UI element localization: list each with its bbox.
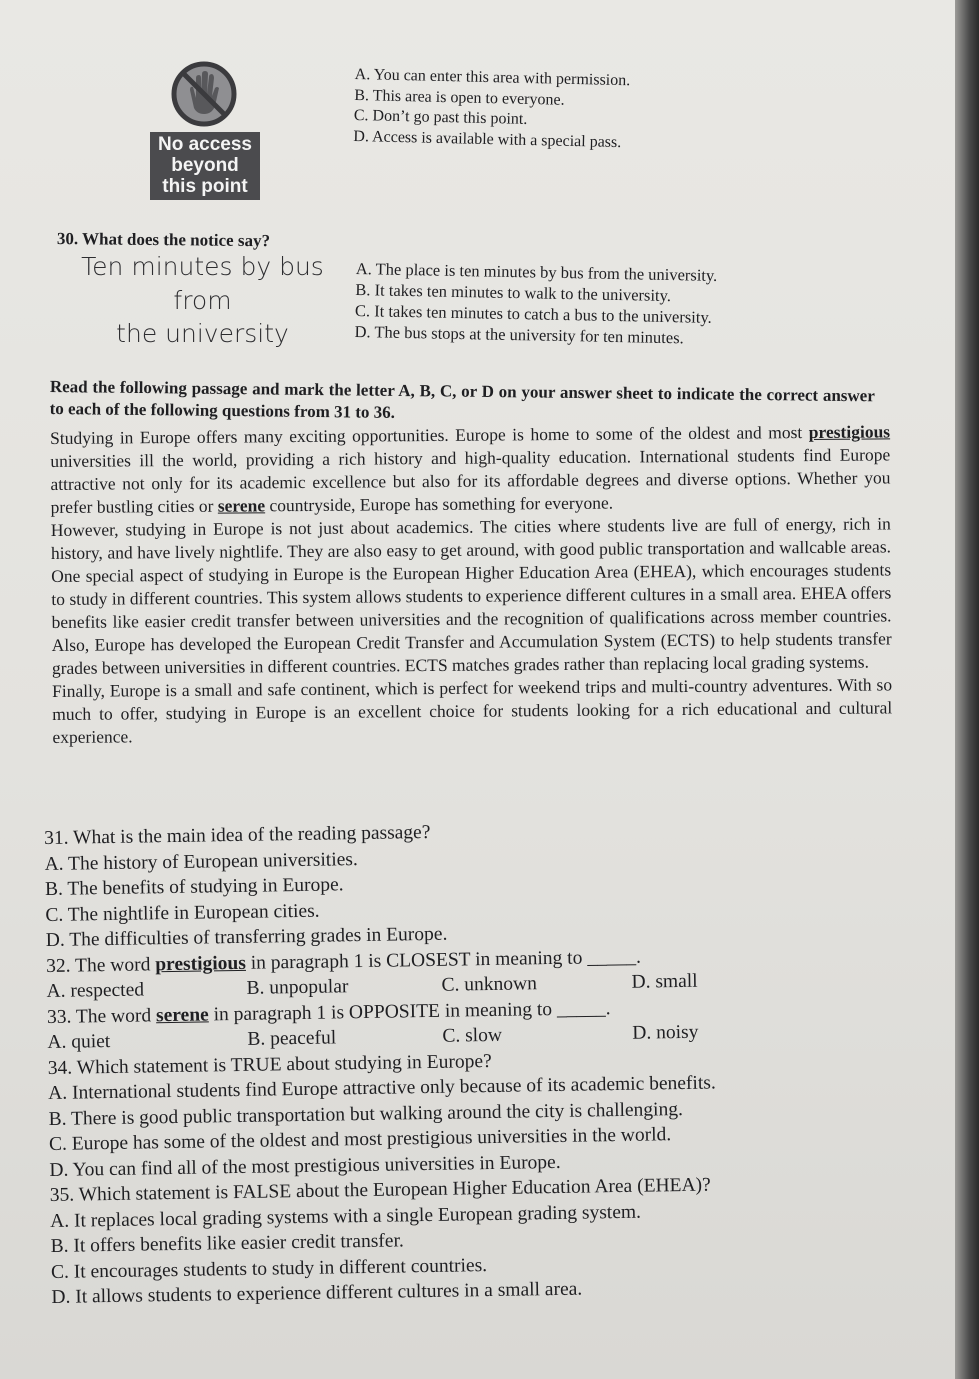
- word-prestigious: prestigious: [808, 421, 891, 443]
- q29-option-a[interactable]: A. You can enter this area with permission.: [354, 65, 631, 90]
- q35-option-c[interactable]: C. It encourages students to study in different countries.: [50, 1254, 488, 1283]
- q33-option-c[interactable]: C. slow: [442, 1024, 503, 1047]
- p1-text: Studying in Europe offers many exciting opportunities. Europe is home to some of the oldest and most: [50, 422, 803, 448]
- page-edge-shadow: [955, 0, 979, 1379]
- q35-option-d[interactable]: D. It allows students to experience different cultures in a small area.: [51, 1278, 583, 1308]
- sign-line: beyond: [171, 155, 239, 176]
- q31-option-b[interactable]: B. The benefits of studying in Europe.: [44, 874, 344, 900]
- q30-option-c[interactable]: C. It takes ten minutes to catch a bus to the university.: [354, 300, 712, 327]
- sign-line: this point: [162, 176, 248, 197]
- q32-option-c[interactable]: C. unknown: [441, 973, 538, 996]
- paragraph-1: [50, 420, 891, 519]
- q31-option-d[interactable]: D. The difficulties of transferring grades in Europe.: [45, 923, 448, 951]
- q34-question: 34. Which statement is TRUE about studying in Europe?: [47, 1050, 492, 1079]
- q34-option-a[interactable]: A. International students find Europe attractive only because of its academic benefits.: [48, 1072, 716, 1104]
- sign-line: No access: [157, 134, 252, 155]
- q30-option-d[interactable]: D. The bus stops at the university for ten minutes.: [354, 321, 684, 348]
- q29-option-b[interactable]: B. This area is open to everyone.: [354, 86, 565, 109]
- p1-text: countryside, Europe has something for everyone.: [269, 492, 614, 516]
- q35-option-b[interactable]: B. It offers benefits like easier credit transfer.: [50, 1230, 404, 1257]
- q32-option-d[interactable]: D. small: [631, 970, 698, 993]
- q33-option-a[interactable]: A. quiet: [47, 1030, 111, 1053]
- bus-notice: [60, 250, 345, 351]
- q35-option-a[interactable]: A. It replaces local grading systems with a single European grading system.: [50, 1201, 642, 1232]
- q34-option-d[interactable]: D. You can find all of the most prestigious universities in Europe.: [49, 1151, 561, 1181]
- q33-word: serene: [155, 1003, 209, 1026]
- q33-text: 33. The word: [46, 1004, 152, 1028]
- q32-option-b[interactable]: B. unpopular: [246, 976, 349, 999]
- sign-text: [150, 132, 260, 200]
- q31-option-a[interactable]: A. The history of European universities.: [44, 848, 358, 875]
- questions-block: [44, 812, 932, 1310]
- no-access-sign: [150, 60, 260, 200]
- instruction-text: Read the following passage and mark the letter A, B, C, or D on your answer sheet to indicate the correct answer to each of the following questions from 31 to 36.: [49, 376, 875, 422]
- no-entry-hand-icon: [168, 60, 240, 128]
- q33-text: in paragraph 1 is OPPOSITE in meaning to _____.: [213, 997, 611, 1025]
- q29-option-c[interactable]: C. Don’t go past this point.: [353, 106, 528, 128]
- q30-option-a[interactable]: A. The place is ten minutes by bus from the university.: [355, 258, 718, 285]
- q31-option-c[interactable]: C. The nightlife in European cities.: [45, 900, 320, 926]
- q32-text: in paragraph 1 is CLOSEST in meaning to _____.: [250, 946, 642, 974]
- paragraph-3: Finally, Europe is a small and safe continent, which is perfect for weekend trips and multi-country adventures. With so much to offer, studying in Europe is an excellent choice for students looking for a rich educational and cultural experience.: [51, 674, 893, 747]
- notice-line: the university: [116, 319, 289, 348]
- q29-option-d[interactable]: D. Access is available with a special pass.: [353, 127, 622, 151]
- q32-word: prestigious: [155, 952, 247, 975]
- q32-option-a[interactable]: A. respected: [46, 979, 145, 1002]
- q30-options: [354, 258, 717, 349]
- q30-option-b[interactable]: B. It takes ten minutes to walk to the university.: [355, 279, 672, 306]
- q33-option-d[interactable]: D. noisy: [632, 1021, 699, 1044]
- word-serene: serene: [217, 495, 266, 516]
- paragraph-2: However, studying in Europe is not just about academics. The cities where students live are full of energy, rich in history, and have lively nightlife. They are also easy to get around, with good public transportation and wallcable areas. One special aspect of studying in Europe is the European Higher Education Area (EHEA), which encourages students to study in different countries. This system allows students to experience different cultures in a small area. EHEA offers benefits like easier credit transfer between universities and the recognition of qualifications across member countries. Also, Europe has developed the European Credit Transfer and Accumulation System (ECTS) to help students transfer grades between universities in different countries. ECTS matches grades rather than replacing local grading systems.: [50, 513, 892, 678]
- p1-text: universities ill the world, providing a rich history and high-quality education. International students find Europe attractive not only for its academic excellence but also for its affordable degrees and diverse options. Whether you prefer bustling cities or: [50, 444, 891, 517]
- notice-line: Ten minutes by bus: [81, 252, 324, 281]
- q29-options: [353, 65, 630, 153]
- q34-option-b[interactable]: B. There is good public transportation but walking around the city is challenging.: [48, 1098, 684, 1130]
- q30-question: 30. What does the notice say?: [56, 229, 271, 251]
- q32-text: 32. The word: [46, 953, 151, 977]
- q33-option-b[interactable]: B. peaceful: [247, 1027, 337, 1050]
- q31-text: 31. What is the main idea of the reading passage?: [44, 821, 431, 849]
- q34-option-c[interactable]: C. Europe has some of the oldest and most prestigious universities in the world.: [48, 1124, 672, 1155]
- notice-line: from: [173, 285, 232, 315]
- reading-passage: [50, 420, 893, 749]
- q35-question: 35. Which statement is FALSE about the European Higher Education Area (EHEA)?: [49, 1174, 711, 1206]
